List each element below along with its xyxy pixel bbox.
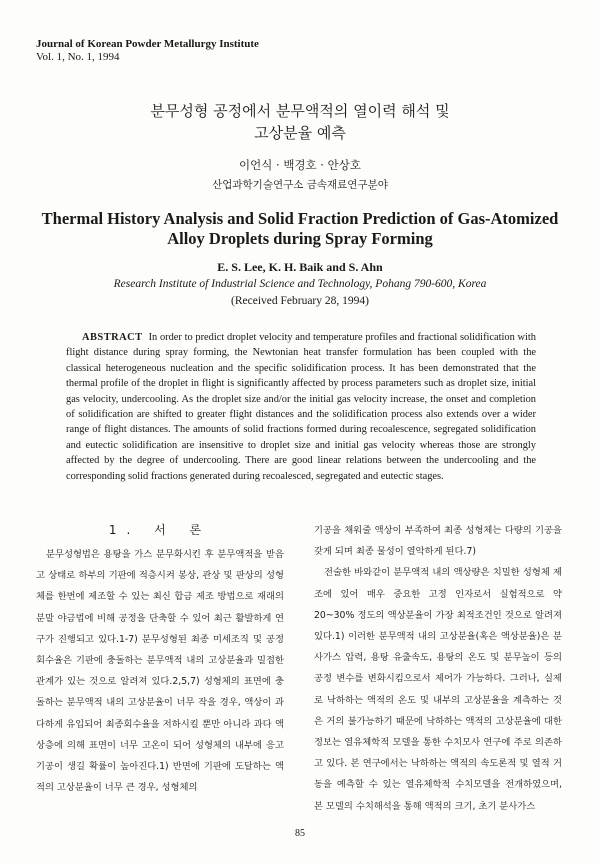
korean-affiliation: 산업과학기술연구소 금속재료연구분야 [212, 179, 388, 191]
abstract [66, 330, 536, 484]
korean-title [0, 100, 600, 144]
intro-paragraph-2: 전술한 바와같이 분무액적 내의 액상량은 치밀한 성형체 제조에 있어 매우 중요한 고정 인자로서 실험적으로 약 20~30% 정도의 액상분율이 가장 최적조건인 것으로 알려져 있다.1) 이러한 분무액적 내의 고상분율(혹은 액상분율)은 분사가스 압력, 용탕 유출속도, 용탕의 온도 및 분무높이 등의 공정 변수를 변화시킴으로서 제어가 가능하다. 그러나, 실제로 낙하하는 액적의 온도 및 내부의 고상분율을 계측하는 것은 거의 불가능하기 때문에 낙하하는 액적의 고상분율에 대한 정보는 열유체학적 모델을 통한 수치모사 연구에 주로 의존하고 있다. 본 연구에서는 낙하하는 액적의 속도론적 및 열적 거동을 예측할 수 있는 열유체학적 수치모델을 전개하였으며, 본 모델의 수치해석을 통해 액적의 크기, 초기 분사가스 [314, 567, 562, 812]
left-column [36, 520, 284, 798]
abstract-label: ABSTRACT [82, 332, 143, 343]
korean-authors: 이언식 · 백경호 · 안상호 [239, 158, 361, 172]
english-affiliation: Research Institute of Industrial Science and Technology, Pohang 790-600, Korea [113, 278, 487, 290]
english-authors: E. S. Lee, K. H. Baik and S. Ahn [217, 260, 383, 274]
page-number: 85 [295, 828, 305, 839]
english-title-line2: Alloy Droplets during Spray Forming [167, 229, 433, 248]
journal-name: Journal of Korean Powder Metallurgy Institute [36, 38, 259, 50]
section-heading: 1. 서 론 [108, 523, 212, 537]
received-date: (Received February 28, 1994) [231, 295, 369, 307]
english-title [0, 209, 600, 249]
korean-title-line2: 고상분율 예측 [254, 124, 346, 142]
korean-title-line1: 분무성형 공정에서 분무액적의 열이력 해석 및 [150, 102, 450, 120]
intro-paragraph-continued: 기공을 채워줄 액상이 부족하여 최종 성형체는 다량의 기공을 갖게 되며 최종 물성이 열악하게 된다.7) [314, 525, 562, 558]
abstract-text: In order to predict droplet velocity and temperature profiles and fractional solidification with flight distance during spray forming, the Newtonian heat transfer formulation has been coupled with the classical heterogeneous nucleation and the specific solidification process. It has been demonstrated that the thermal profile of the droplet in flight is significantly affected by process parameters such as droplet size, initial gas velocity, undercooling. As the droplet size and/or the initial gas velocity increase, the onset and completion of solidification are shifted to greater flight distances and the solidification process also extends over a wider range of flight distances. The amounts of solid fractions formed during recoalescence, segregated solidification and eutectic solidification are insensitive to droplet size and initial gas velocity whereas those are strongly affected by the degree of undercooling. There are good linear relations between the undercooling and the corresponding solid fractions generated during recoalesced, segregated and eutectic stages. [66, 332, 536, 482]
journal-header [36, 38, 259, 64]
journal-volume: Vol. 1, No. 1, 1994 [36, 51, 120, 63]
intro-paragraph-1: 분무성형법은 용탕을 가스 분무화시킨 후 분무액적을 받음고 상태로 하부의 기판에 적층시켜 봉상, 관상 및 판상의 성형체를 한번에 제조할 수 있는 최신 합금 제조 방법으로 재래의 분말 야금법에 비해 공정을 단축할 수 있어 최근 활발하게 연구가 진행되고 있다.1-7) 분무성형된 최종 미세조직 및 공정회수율은 기판에 충돌하는 분무액적 내의 고상분율과 밀접한 관계가 있는 것으로 알려져 있다.2,5,7) 성형체의 표면에 충돌하는 분무액적 내의 고상분율이 너무 작을 경우, 액상이 과다하게 유입되어 최종회수율을 저하시킬 뿐만 아니라 과다 액상층에 의해 표면이 너무 고온이 되어 성형체의 내부에 응고 기공이 생길 확률이 높아진다.1) 반면에 기판에 도달하는 액적의 고상분율이 너무 큰 경우, 성형체의 [36, 549, 284, 794]
right-column [314, 520, 562, 817]
english-title-line1: Thermal History Analysis and Solid Fraction Prediction of Gas-Atomized [41, 209, 559, 228]
